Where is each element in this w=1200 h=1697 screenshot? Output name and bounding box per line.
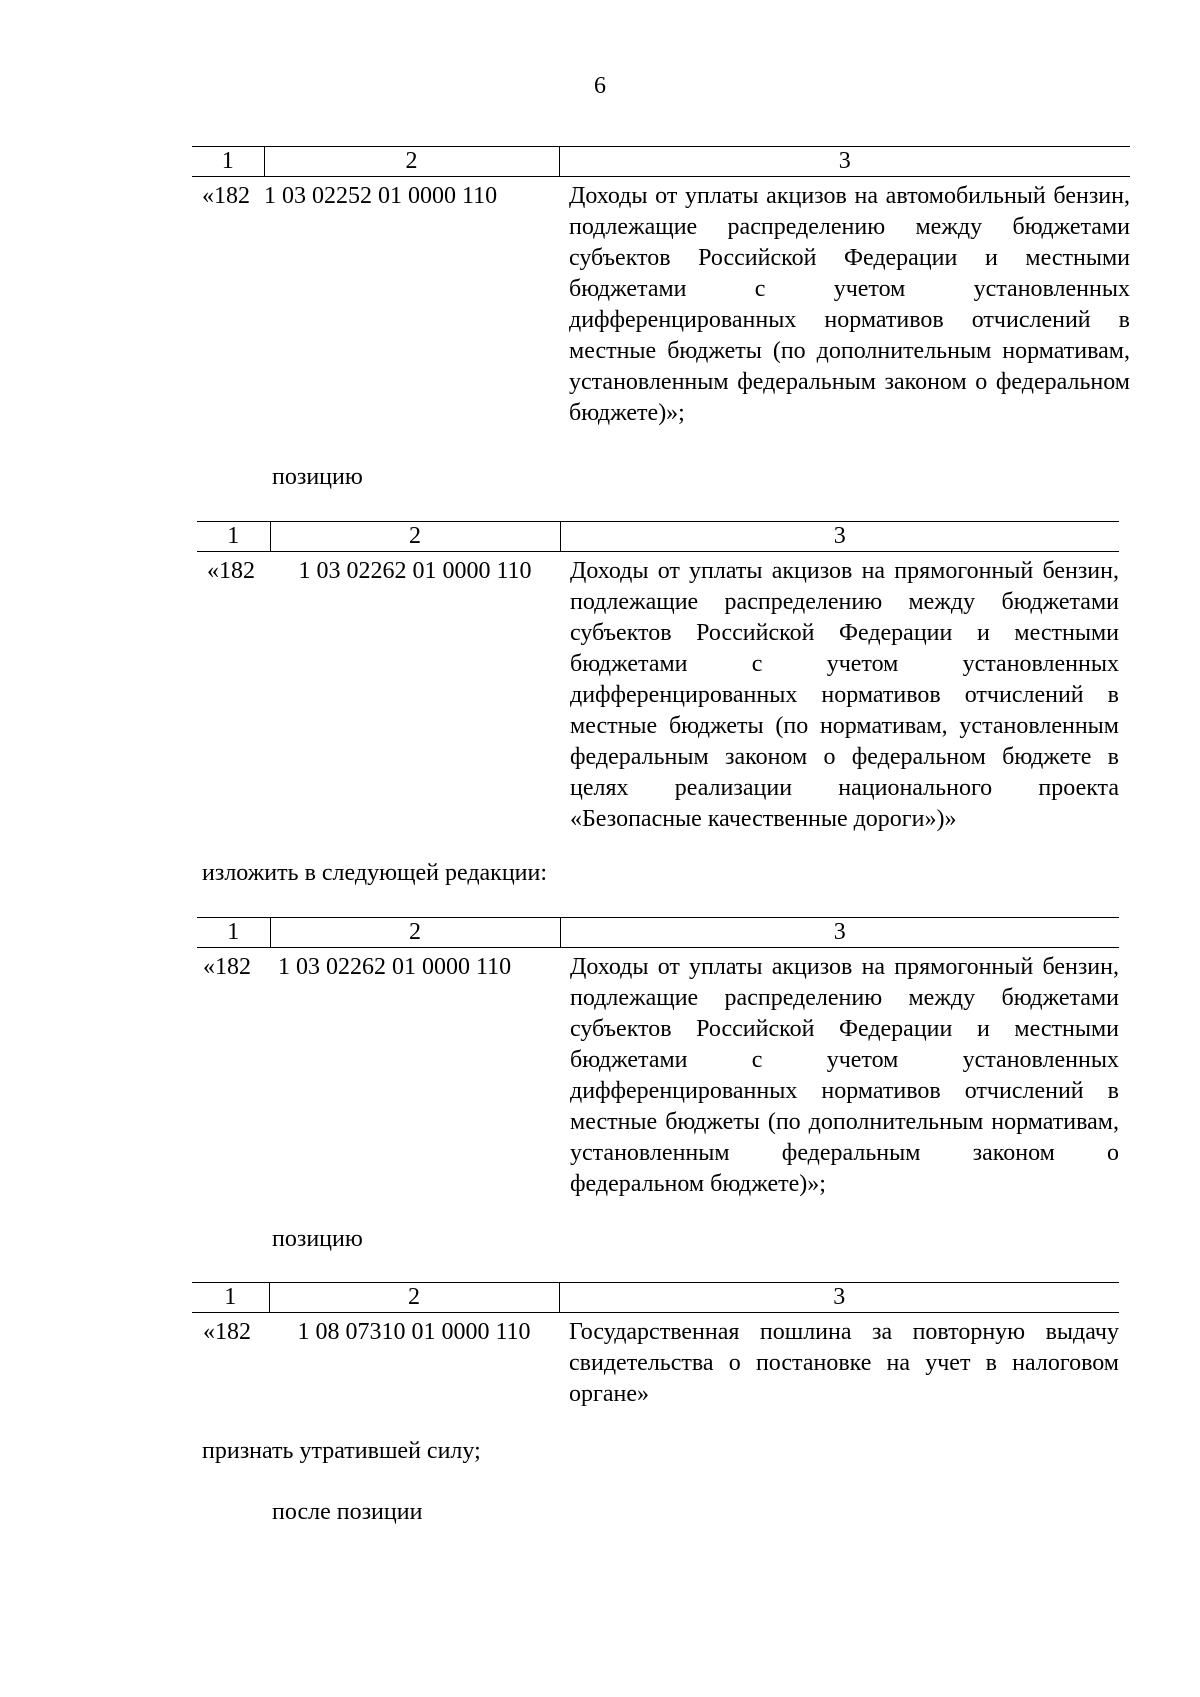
table-header-row [192, 147, 1130, 177]
revenue-code-cell: 1 03 02252 01 0000 110 [264, 183, 498, 209]
table-row [192, 177, 1130, 430]
table-header-row [197, 522, 1119, 552]
classification-table-2 [197, 521, 1119, 835]
table-row [197, 948, 1119, 1201]
column-header-2: 2 [270, 918, 560, 948]
paragraph-repeal: признать утратившей силу; [202, 1438, 481, 1464]
admin-code-cell: «182 [202, 183, 250, 209]
column-header-3: 3 [560, 918, 1119, 948]
revenue-code-cell: 1 03 02262 01 0000 110 [278, 954, 512, 980]
table-header-row [192, 1283, 1119, 1313]
page-number: 6 [594, 73, 606, 99]
table-row [192, 1313, 1119, 1411]
table-header-row [197, 918, 1119, 948]
column-header-2: 2 [269, 1283, 559, 1313]
column-header-2: 2 [264, 147, 559, 177]
paragraph-edit-instruction: изложить в следующей редакции: [202, 860, 548, 886]
column-header-1: 1 [197, 522, 270, 552]
admin-code-cell: «182 [207, 558, 255, 584]
classification-table-4 [192, 1282, 1119, 1410]
classification-table-3 [197, 917, 1119, 1200]
revenue-code-cell: 1 08 07310 01 0000 110 [297, 1319, 531, 1345]
column-header-1: 1 [197, 918, 270, 948]
admin-code-cell: «182 [203, 1319, 251, 1345]
revenue-description-cell: Доходы от уплаты акцизов на автомобильный бензин, подлежащие распределению между бюджетами субъектов Российской Федерации и местными бюджетами с учетом установленных дифференцированных нормативов отчислений в местные бюджеты (по дополнительным нормативам, установленным федеральным законом о федеральном бюджете)»; [569, 183, 1130, 426]
column-header-1: 1 [192, 147, 264, 177]
revenue-description-cell: Доходы от уплаты акцизов на прямогонный бензин, подлежащие распределению между бюджетами субъектов Российской Федерации и местными бюджетами с учетом установленных дифференцированных нормативов отчислений в местные бюджеты (по дополнительным нормативам, установленным федеральным законом о федеральном бюджете)»; [570, 954, 1119, 1197]
table-row [197, 552, 1119, 836]
classification-table-1 [192, 146, 1130, 429]
column-header-3: 3 [559, 147, 1130, 177]
column-header-3: 3 [560, 522, 1119, 552]
column-header-3: 3 [559, 1283, 1119, 1313]
paragraph-position-1: позицию [272, 464, 363, 490]
revenue-description-cell: Доходы от уплаты акцизов на прямогонный бензин, подлежащие распределению между бюджетами субъектов Российской Федерации и местными бюджетами с учетом установленных дифференцированных нормативов отчислений в местные бюджеты (по нормативам, установленным федеральным законом о федеральном бюджете в целях реализации национального проекта «Безопасные качественные дороги»)» [570, 558, 1119, 832]
paragraph-after-position: после позиции [272, 1499, 423, 1525]
paragraph-position-2: позицию [272, 1226, 363, 1252]
column-header-2: 2 [270, 522, 560, 552]
column-header-1: 1 [192, 1283, 269, 1313]
revenue-description-cell: Государственная пошлина за повторную выдачу свидетельства о постановке на учет в налоговом органе» [569, 1319, 1119, 1407]
revenue-code-cell: 1 03 02262 01 0000 110 [298, 558, 532, 584]
admin-code-cell: «182 [203, 954, 251, 980]
